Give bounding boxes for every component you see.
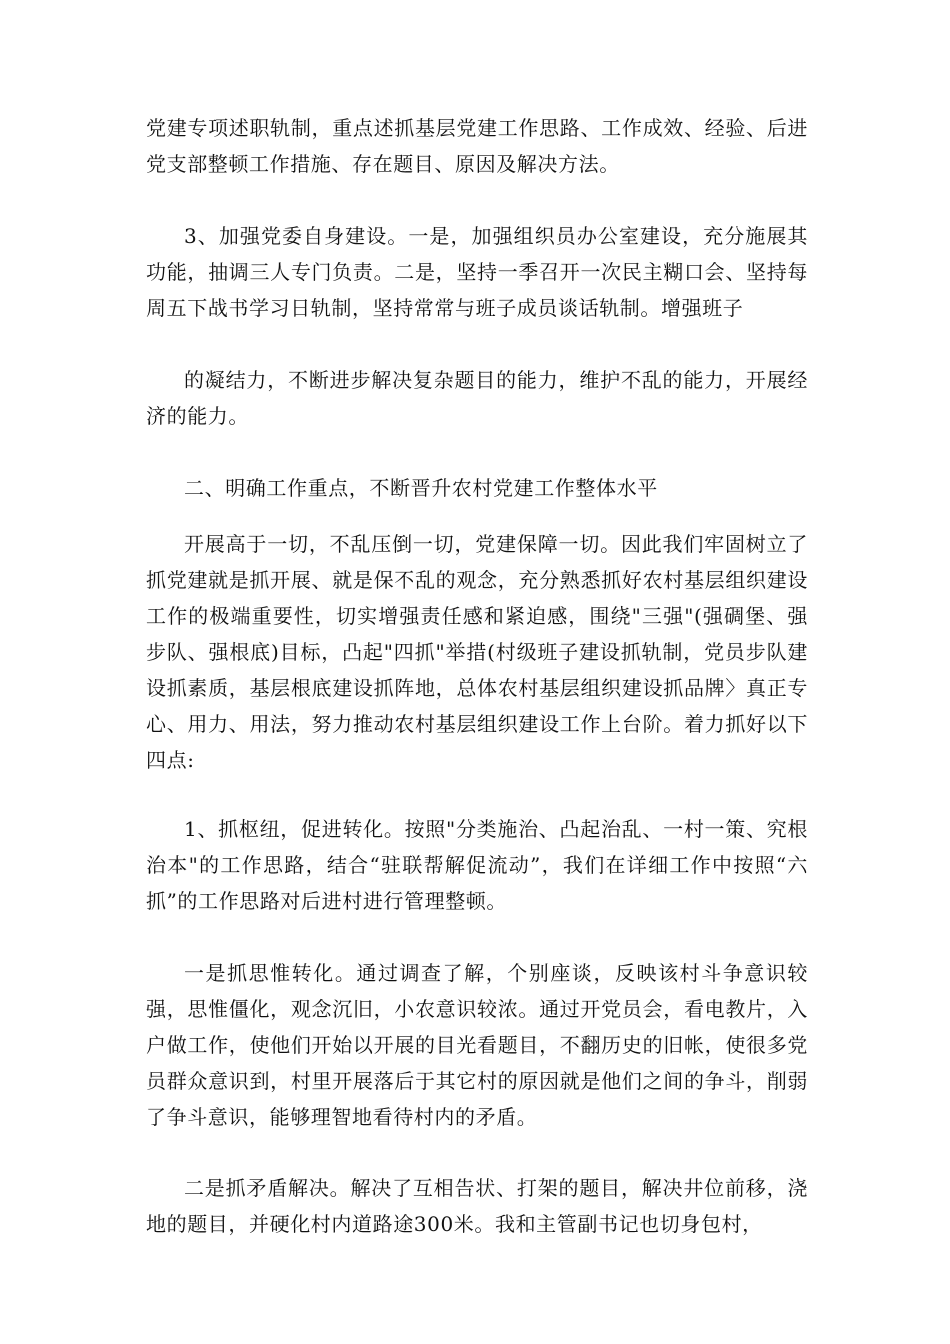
paragraph-3: 的凝结力，不断进步解决复杂题目的能力，维护不乱的能力，开展经济的能力。 bbox=[146, 368, 808, 428]
paragraph-5: 1、抓枢纽，促进转化。按照"分类施治、凸起治乱、一村一策、究根治本"的工作思路，结合“驻联帮解促流动”，我们在详细工作中按照“六抓”的工作思路对后进村进行管理整顿。 bbox=[146, 817, 808, 913]
section-heading: 二、明确工作重点，不断晋升农村党建工作整体水平 bbox=[184, 476, 658, 500]
paragraph-6: 一是抓思惟转化。通过调查了解，个别座谈，反映该村斗争意识较强，思惟僵化，观念沉旧，小农意识较浓。通过开党员会，看电教片，入户做工作，使他们开始以开展的目光看题目，不翻历史的旧帐，使很多党员群众意识到，村里开展落后于其它村的原因就是他们之间的争斗，削弱了争斗意识，能够理智地看待村内的矛盾。 bbox=[146, 961, 808, 1129]
paragraph-7: 二是抓矛盾解决。解决了互相告状、打架的题目，解决井位前移，浇地的题目，并硬化村内道路途300米。我和主管副书记也切身包村， bbox=[146, 1176, 808, 1236]
paragraph-4: 开展高于一切，不乱压倒一切，党建保障一切。因此我们牢固树立了抓党建就是抓开展、就是保不乱的观念，充分熟悉抓好农村基层组织建设工作的极端重要性，切实增强责任感和紧迫感，围绕"三强"(强碉堡、强步队、强根底)目标，凸起"四抓"举措(村级班子建设抓轨制，党员步队建设抓素质，基层根底建设抓阵地，总体农村基层组织建设抓品牌〉真正专心、用力、用法，努力推动农村基层组织建设工作上台阶。着力抓好以下四点: bbox=[146, 532, 808, 772]
paragraph-2: 3、加强党委自身建设。一是，加强组织员办公室建设，充分施展其功能，抽调三人专门负责。二是，坚持一季召开一次民主糊口会、坚持每周五下战书学习日轨制，坚持常常与班子成员谈话轨制。增强班子 bbox=[146, 224, 808, 320]
paragraph-1: 党建专项述职轨制，重点述抓基层党建工作思路、工作成效、经验、后进党支部整顿工作措施、存在题目、原因及解决方法。 bbox=[146, 116, 808, 176]
